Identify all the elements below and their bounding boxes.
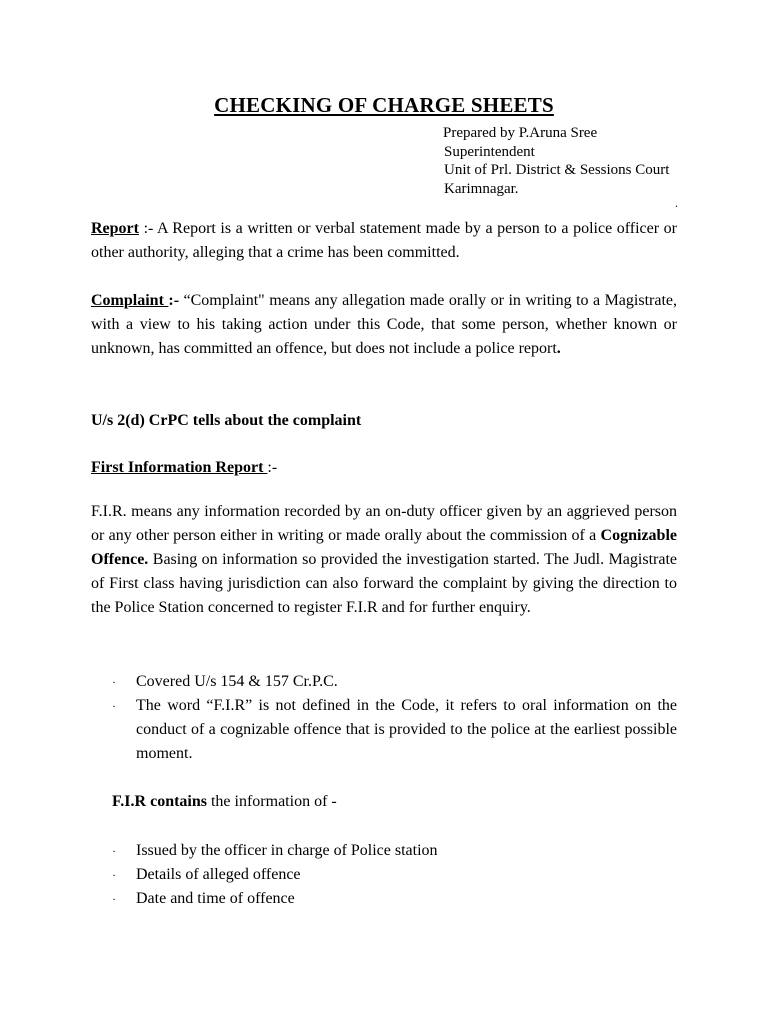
bullet-text: Date and time of offence: [136, 890, 295, 907]
bullet-mark: ·: [112, 699, 116, 713]
list-item: [112, 839, 677, 863]
complaint-separator: :-: [168, 292, 180, 309]
bullet-mark: ·: [112, 868, 116, 882]
document-title: CHECKING OF CHARGE SHEETS: [214, 93, 554, 117]
bullet-mark: ·: [112, 675, 116, 689]
fir-contains-heading: [112, 790, 337, 814]
bullet-mark: ·: [112, 844, 116, 858]
fir-text-part1: F.I.R. means any information recorded by an on-duty officer given by an aggrieved person or any other person either in writing or made orally about the commission of a: [91, 503, 677, 544]
report-separator: :-: [138, 220, 158, 237]
fir-bold-term: Cognizable Offence.: [91, 527, 677, 568]
contains-bullet-list: [112, 839, 677, 911]
fir-contains-rest: the information of -: [206, 793, 337, 810]
report-paragraph: [91, 217, 677, 265]
complaint-paragraph: [91, 289, 677, 361]
list-item: [112, 863, 677, 887]
complaint-term: Complaint: [91, 292, 169, 309]
report-text: A Report is a written or verbal statement made by a person to a police officer or other authority, alleging that a crime has been committed.: [91, 220, 678, 261]
bullet-text: Issued by the officer in charge of Police station: [136, 842, 438, 859]
fir-contains-bold: F.I.R contains: [112, 793, 207, 810]
author-block: [444, 124, 669, 198]
author-designation: Superintendent: [444, 143, 535, 160]
bullet-text: Covered U/s 154 & 157 Cr.P.C.: [136, 673, 338, 690]
bullet-text: Details of alleged offence: [136, 866, 301, 883]
list-item: [112, 670, 677, 694]
author-place: Karimnagar.: [444, 180, 519, 197]
stray-dot: .: [675, 196, 678, 210]
bullet-text: The word “F.I.R” is not defined in the Code, it refers to oral information on the conduct of a cognizable offence that is provided to the police at the earliest possible moment.: [136, 697, 677, 762]
complaint-end: .: [556, 340, 561, 357]
fir-paragraph: [91, 500, 677, 620]
report-term: Report: [91, 220, 139, 237]
crpc-note: U/s 2(d) CrPC tells about the complaint: [91, 412, 362, 429]
fir-heading-suffix: :-: [267, 459, 278, 476]
fir-heading-term: First Information Report: [91, 459, 268, 476]
list-item: [112, 887, 677, 911]
list-item: [112, 694, 677, 766]
complaint-text: “Complaint" means any allegation made orally or in writing to a Magistrate, with a view to his taking action under this Code, that some person, whether known or unknown, has committed an offence, but does not include a police report: [91, 292, 677, 357]
author-unit: Unit of Prl. District & Sessions Court: [444, 162, 670, 178]
bullet-mark: ·: [112, 892, 116, 906]
fir-bullet-list: [112, 670, 677, 766]
fir-heading: [91, 456, 277, 480]
fir-text-part2: Basing on information so provided the investigation started. The Judl. Magistrate of First class having jurisdiction can also forward the complaint by giving the direction to the Police Station concerned to register F.I.R and for further enquiry.: [91, 551, 677, 616]
prepared-by: Prepared by P.Aruna Sree: [443, 125, 598, 141]
